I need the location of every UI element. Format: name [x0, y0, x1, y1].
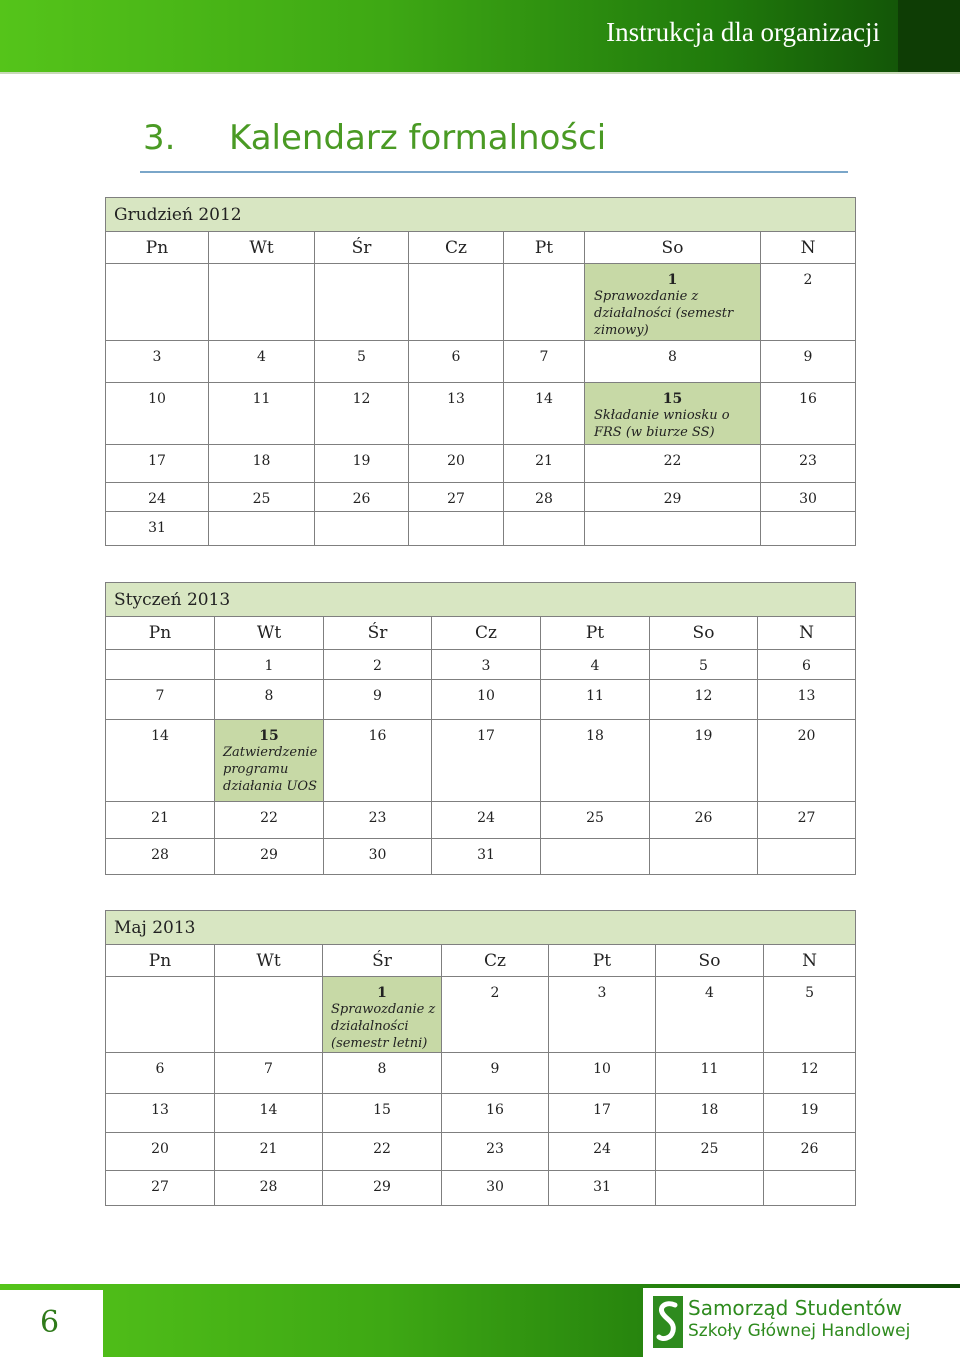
- day-cell: 20: [758, 720, 856, 802]
- day-cell: 19: [764, 1094, 856, 1133]
- event-cell: [585, 264, 761, 341]
- day-cell: 14: [106, 720, 215, 802]
- day-cell: 6: [106, 1053, 215, 1094]
- calendar-december-2012: [105, 197, 856, 546]
- day-header: Śr: [315, 232, 409, 264]
- day-cell: 31: [106, 512, 209, 546]
- day-header: Śr: [323, 945, 442, 977]
- day-cell: [504, 512, 585, 546]
- day-cell: 27: [106, 1171, 215, 1206]
- day-cell: [209, 512, 315, 546]
- day-cell: [106, 264, 209, 341]
- day-header: Wt: [209, 232, 315, 264]
- section-title: [143, 118, 606, 158]
- day-cell: 3: [432, 650, 541, 680]
- day-header: Cz: [409, 232, 504, 264]
- event-cell: [215, 720, 324, 802]
- day-cell: 2: [761, 264, 856, 341]
- day-cell: 8: [215, 680, 324, 720]
- day-cell: 9: [324, 680, 432, 720]
- day-cell: 26: [315, 483, 409, 512]
- day-cell: 23: [761, 445, 856, 483]
- day-cell: 7: [504, 341, 585, 383]
- day-header: N: [764, 945, 856, 977]
- day-cell: 11: [541, 680, 650, 720]
- day-cell: 7: [215, 1053, 323, 1094]
- day-cell: 14: [215, 1094, 323, 1133]
- day-cell: 4: [541, 650, 650, 680]
- header-rule: [0, 72, 960, 74]
- day-cell: 27: [409, 483, 504, 512]
- day-cell: [650, 839, 758, 875]
- day-cell: 27: [758, 802, 856, 839]
- day-cell: 28: [106, 839, 215, 875]
- day-cell: 30: [761, 483, 856, 512]
- day-cell: 28: [504, 483, 585, 512]
- calendar-january-2013: [105, 582, 856, 875]
- day-cell: 29: [585, 483, 761, 512]
- day-cell: [585, 512, 761, 546]
- day-cell: 24: [549, 1133, 656, 1171]
- day-cell: [504, 264, 585, 341]
- logo-text-line2: Szkoły Głównej Handlowej: [688, 1321, 911, 1341]
- day-cell: 10: [549, 1053, 656, 1094]
- day-cell: 24: [106, 483, 209, 512]
- day-header: Pt: [504, 232, 585, 264]
- month-title: Grudzień 2012: [106, 198, 856, 232]
- day-header: N: [758, 617, 856, 650]
- day-cell: [106, 650, 215, 680]
- logo-text-line1: Samorząd Studentów: [688, 1296, 903, 1320]
- day-cell: 8: [585, 341, 761, 383]
- day-cell: 18: [209, 445, 315, 483]
- day-cell: 5: [650, 650, 758, 680]
- day-cell: 19: [650, 720, 758, 802]
- day-cell: 4: [209, 341, 315, 383]
- event-cell: [323, 977, 442, 1053]
- day-cell: 21: [106, 802, 215, 839]
- month-title: Maj 2013: [106, 911, 856, 945]
- day-cell: 17: [432, 720, 541, 802]
- day-cell: 22: [323, 1133, 442, 1171]
- day-cell: 16: [442, 1094, 549, 1133]
- day-cell: 24: [432, 802, 541, 839]
- day-cell: 4: [656, 977, 764, 1053]
- event-cell: [585, 383, 761, 445]
- day-cell: 18: [541, 720, 650, 802]
- day-header: So: [650, 617, 758, 650]
- day-cell: 11: [209, 383, 315, 445]
- event-note: Składanie wniosku o FRS (w biurze SS): [594, 408, 730, 440]
- day-cell: [758, 839, 856, 875]
- event-note: Sprawozdanie z działalności (semestr zimowy): [594, 289, 734, 338]
- day-cell: 11: [656, 1053, 764, 1094]
- page-number: 6: [40, 1305, 60, 1340]
- day-cell: 28: [215, 1171, 323, 1206]
- day-cell: 25: [209, 483, 315, 512]
- day-cell: 15: [323, 1094, 442, 1133]
- day-cell: [106, 977, 215, 1053]
- day-cell: 20: [106, 1133, 215, 1171]
- day-header: Śr: [324, 617, 432, 650]
- day-cell: 22: [585, 445, 761, 483]
- day-cell: 12: [315, 383, 409, 445]
- day-header: N: [761, 232, 856, 264]
- day-cell: 13: [758, 680, 856, 720]
- day-cell: 2: [442, 977, 549, 1053]
- day-cell: 16: [324, 720, 432, 802]
- day-cell: 5: [315, 341, 409, 383]
- day-cell: [315, 512, 409, 546]
- day-header: Wt: [215, 945, 323, 977]
- day-header: Cz: [442, 945, 549, 977]
- day-cell: [209, 264, 315, 341]
- day-cell: 23: [442, 1133, 549, 1171]
- day-cell: 2: [324, 650, 432, 680]
- title-underline: [140, 171, 848, 173]
- day-header: Wt: [215, 617, 324, 650]
- event-note: Zatwierdzenie programu działania UOS: [223, 745, 318, 794]
- day-cell: 3: [549, 977, 656, 1053]
- day-cell: 3: [106, 341, 209, 383]
- day-cell: 21: [504, 445, 585, 483]
- event-day: 15: [259, 728, 279, 744]
- day-cell: 12: [764, 1053, 856, 1094]
- day-cell: 16: [761, 383, 856, 445]
- day-header: Cz: [432, 617, 541, 650]
- day-cell: [541, 839, 650, 875]
- day-cell: 30: [324, 839, 432, 875]
- event-note: Sprawozdanie z działalności (semestr letni): [331, 1002, 436, 1051]
- day-header: Pt: [541, 617, 650, 650]
- month-title: Styczeń 2013: [106, 583, 856, 617]
- day-header: So: [656, 945, 764, 977]
- day-cell: 23: [324, 802, 432, 839]
- header-accent-block: [898, 0, 960, 72]
- day-cell: 18: [656, 1094, 764, 1133]
- event-day: 15: [662, 391, 683, 407]
- day-cell: [764, 1171, 856, 1206]
- day-cell: 31: [549, 1171, 656, 1206]
- day-cell: 29: [215, 839, 324, 875]
- day-cell: 22: [215, 802, 324, 839]
- calendar-may-2013: [105, 910, 856, 1206]
- day-header: Pn: [106, 232, 209, 264]
- day-cell: 25: [541, 802, 650, 839]
- day-cell: 26: [764, 1133, 856, 1171]
- event-day: 1: [667, 272, 678, 288]
- day-header: Pn: [106, 945, 215, 977]
- day-cell: 9: [442, 1053, 549, 1094]
- day-cell: 12: [650, 680, 758, 720]
- header-title: Instrukcja dla organizacji: [606, 17, 880, 47]
- day-cell: 8: [323, 1053, 442, 1094]
- day-header: Pn: [106, 617, 215, 650]
- day-cell: 13: [106, 1094, 215, 1133]
- day-cell: [315, 264, 409, 341]
- day-cell: 14: [504, 383, 585, 445]
- day-cell: 17: [106, 445, 209, 483]
- day-cell: [409, 512, 504, 546]
- day-cell: 21: [215, 1133, 323, 1171]
- section-number: 3.: [143, 118, 176, 158]
- day-cell: [215, 977, 323, 1053]
- day-cell: 10: [432, 680, 541, 720]
- day-cell: 13: [409, 383, 504, 445]
- day-cell: [761, 512, 856, 546]
- day-cell: 26: [650, 802, 758, 839]
- section-heading: Kalendarz formalności: [229, 118, 607, 158]
- day-cell: 17: [549, 1094, 656, 1133]
- event-day: 1: [377, 985, 387, 1001]
- day-cell: 30: [442, 1171, 549, 1206]
- day-cell: [656, 1171, 764, 1206]
- day-cell: [409, 264, 504, 341]
- logo-s-icon: [653, 1296, 683, 1348]
- day-cell: 1: [215, 650, 324, 680]
- day-cell: 20: [409, 445, 504, 483]
- day-cell: 25: [656, 1133, 764, 1171]
- day-cell: 19: [315, 445, 409, 483]
- day-cell: 7: [106, 680, 215, 720]
- day-header: Pt: [549, 945, 656, 977]
- day-cell: 6: [758, 650, 856, 680]
- day-cell: 9: [761, 341, 856, 383]
- day-cell: 5: [764, 977, 856, 1053]
- day-cell: 29: [323, 1171, 442, 1206]
- day-header: So: [585, 232, 761, 264]
- day-cell: 31: [432, 839, 541, 875]
- day-cell: 10: [106, 383, 209, 445]
- day-cell: 6: [409, 341, 504, 383]
